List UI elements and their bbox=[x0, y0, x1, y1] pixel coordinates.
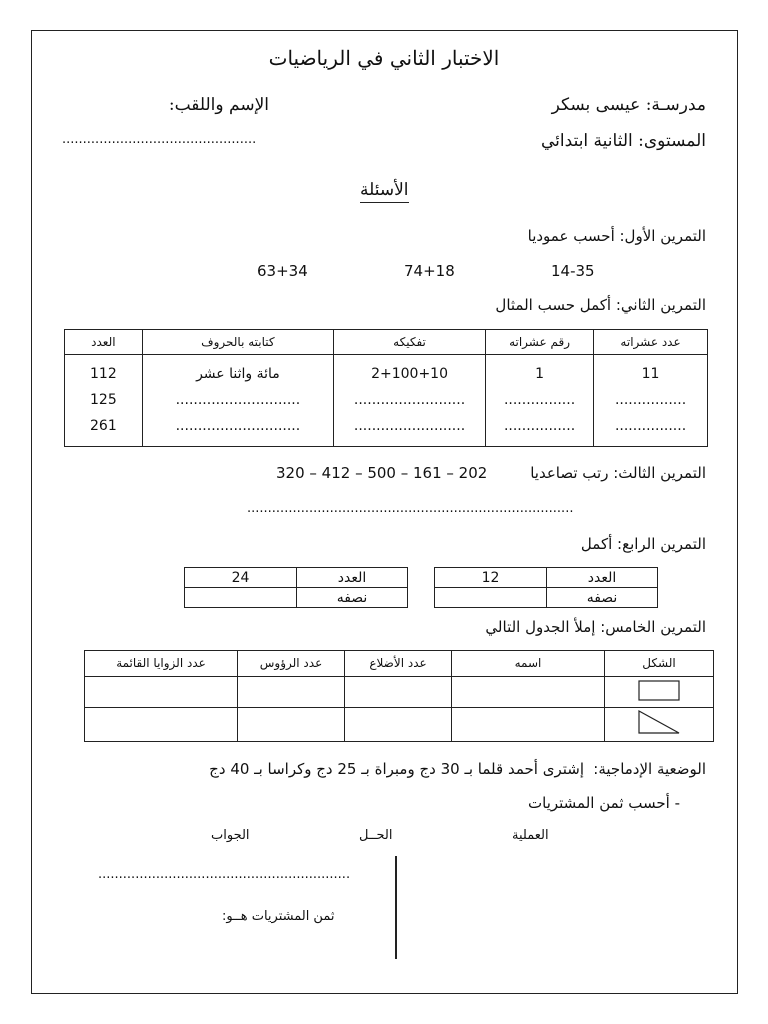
ex2-table bbox=[64, 329, 708, 447]
operation-label: العملية bbox=[512, 828, 549, 843]
ex4-t2-number: 24 bbox=[185, 568, 297, 588]
ex4-table-1 bbox=[434, 567, 658, 608]
ex2-r1-decomposition: 2+100+10 bbox=[371, 366, 448, 382]
solution-label: الحــل bbox=[359, 828, 393, 843]
ex5-r1-name[interactable] bbox=[452, 676, 605, 707]
ex5-r2-name[interactable] bbox=[452, 707, 605, 741]
ex4-t2-half[interactable] bbox=[185, 588, 297, 608]
ex3-answer-dots[interactable]: ............................................................................... bbox=[247, 501, 574, 516]
ex5-r2-right-angles[interactable] bbox=[85, 707, 238, 741]
ex5-header-shape: الشكل bbox=[605, 651, 714, 677]
ex2-r2-tens-digit[interactable]: ................ bbox=[503, 392, 576, 408]
ex5-header-right-angles: عدد الزوايا القائمة bbox=[85, 651, 238, 677]
integration-task: - أحسب ثمن المشتريات bbox=[528, 794, 680, 812]
ex2-r1-tens-digit: 1 bbox=[535, 366, 544, 382]
ex5-title: التمرين الخامس: إملأ الجدول التالي bbox=[485, 618, 706, 636]
ex2-title: التمرين الثاني: أكمل حسب المثال bbox=[495, 296, 706, 314]
ex5-r1-right-angles[interactable] bbox=[85, 676, 238, 707]
ex2-header-tens-count: عدد عشراته bbox=[594, 330, 708, 355]
ex2-r3-words[interactable]: ............................ bbox=[175, 418, 301, 434]
ex3-numbers: 320 – 412 – 500 – 161 – 202 bbox=[276, 464, 488, 482]
ex5-header-vertices: عدد الرؤوس bbox=[238, 651, 345, 677]
ex2-r1-tens-count: 11 bbox=[641, 366, 660, 382]
ex2-r2-number: 125 bbox=[90, 392, 117, 408]
ex3-title: التمرين الثالث: رتب تصاعديا bbox=[530, 464, 706, 482]
answer-label: الجواب bbox=[211, 828, 250, 843]
ex2-header-tens-digit: رقم عشراته bbox=[486, 330, 594, 355]
ex2-r2-tens-count[interactable]: ................ bbox=[614, 392, 687, 408]
ex5-r1-sides[interactable] bbox=[345, 676, 452, 707]
name-field-dots[interactable]: ............................................... bbox=[62, 132, 257, 147]
ex2-header-decomposition: تفكيكه bbox=[334, 330, 486, 355]
ex4-t1-half[interactable] bbox=[435, 588, 547, 608]
ex2-r3-tens-count[interactable]: ................ bbox=[614, 418, 687, 434]
ex2-r3-tens-digit[interactable]: ................ bbox=[503, 418, 576, 434]
ex2-r3-number: 261 bbox=[90, 418, 117, 434]
ex2-header-number: العدد bbox=[65, 330, 143, 355]
ex5-header-name: اسمه bbox=[452, 651, 605, 677]
ex5-r2-sides[interactable] bbox=[345, 707, 452, 741]
ex2-header-words: كتابته بالحروف bbox=[142, 330, 333, 355]
ex4-title: التمرين الرابع: أكمل bbox=[580, 535, 706, 553]
ex4-t1-half-label: نصفه bbox=[547, 588, 658, 608]
ex4-t2-number-label: العدد bbox=[297, 568, 408, 588]
ex2-r1-number: 112 bbox=[90, 366, 117, 382]
ex1-op-2: 74+18 bbox=[404, 262, 455, 280]
ex1-title: التمرين الأول: أحسب عموديا bbox=[527, 227, 706, 245]
level: المستوى: الثانية ابتدائي bbox=[541, 131, 706, 151]
ex5-r2-vertices[interactable] bbox=[238, 707, 345, 741]
name-label: الإسم واللقب: bbox=[168, 95, 269, 115]
rectangle-shape-icon bbox=[637, 678, 681, 702]
integration-text: إشترى أحمد قلما بـ 30 دج ومبراة بـ 25 دج وكراسا بـ 40 دج bbox=[209, 760, 584, 778]
ex5-r1-vertices[interactable] bbox=[238, 676, 345, 707]
ex5-table bbox=[84, 650, 714, 742]
page-title: الاختبار الثاني في الرياضيات bbox=[268, 46, 500, 70]
ex4-t2-half-label: نصفه bbox=[297, 588, 408, 608]
ex5-header-sides: عدد الأضلاع bbox=[345, 651, 452, 677]
ex2-r2-decomposition[interactable]: ......................... bbox=[353, 392, 466, 408]
ex1-op-1: 14-35 bbox=[551, 262, 595, 280]
questions-heading: الأسئلة bbox=[360, 180, 409, 203]
price-label: ثمن المشتريات هــو: bbox=[222, 909, 335, 924]
ex2-r3-decomposition[interactable]: ......................... bbox=[353, 418, 466, 434]
ex2-r1-words: مائة واثنا عشر bbox=[196, 366, 280, 382]
ex1-op-3: 63+34 bbox=[257, 262, 308, 280]
right-triangle-shape-icon bbox=[634, 708, 684, 736]
ex4-t1-number-label: العدد bbox=[547, 568, 658, 588]
ex2-r2-words[interactable]: ............................ bbox=[175, 392, 301, 408]
ex4-table-2 bbox=[184, 567, 408, 608]
ex4-t1-number: 12 bbox=[435, 568, 547, 588]
answer-dots[interactable]: ............................................................. bbox=[98, 867, 351, 882]
solution-divider bbox=[395, 856, 397, 959]
integration-title: الوضعية الإدماجية: bbox=[593, 760, 706, 778]
school-name: مدرسـة: عيسى بسكر bbox=[551, 95, 706, 115]
